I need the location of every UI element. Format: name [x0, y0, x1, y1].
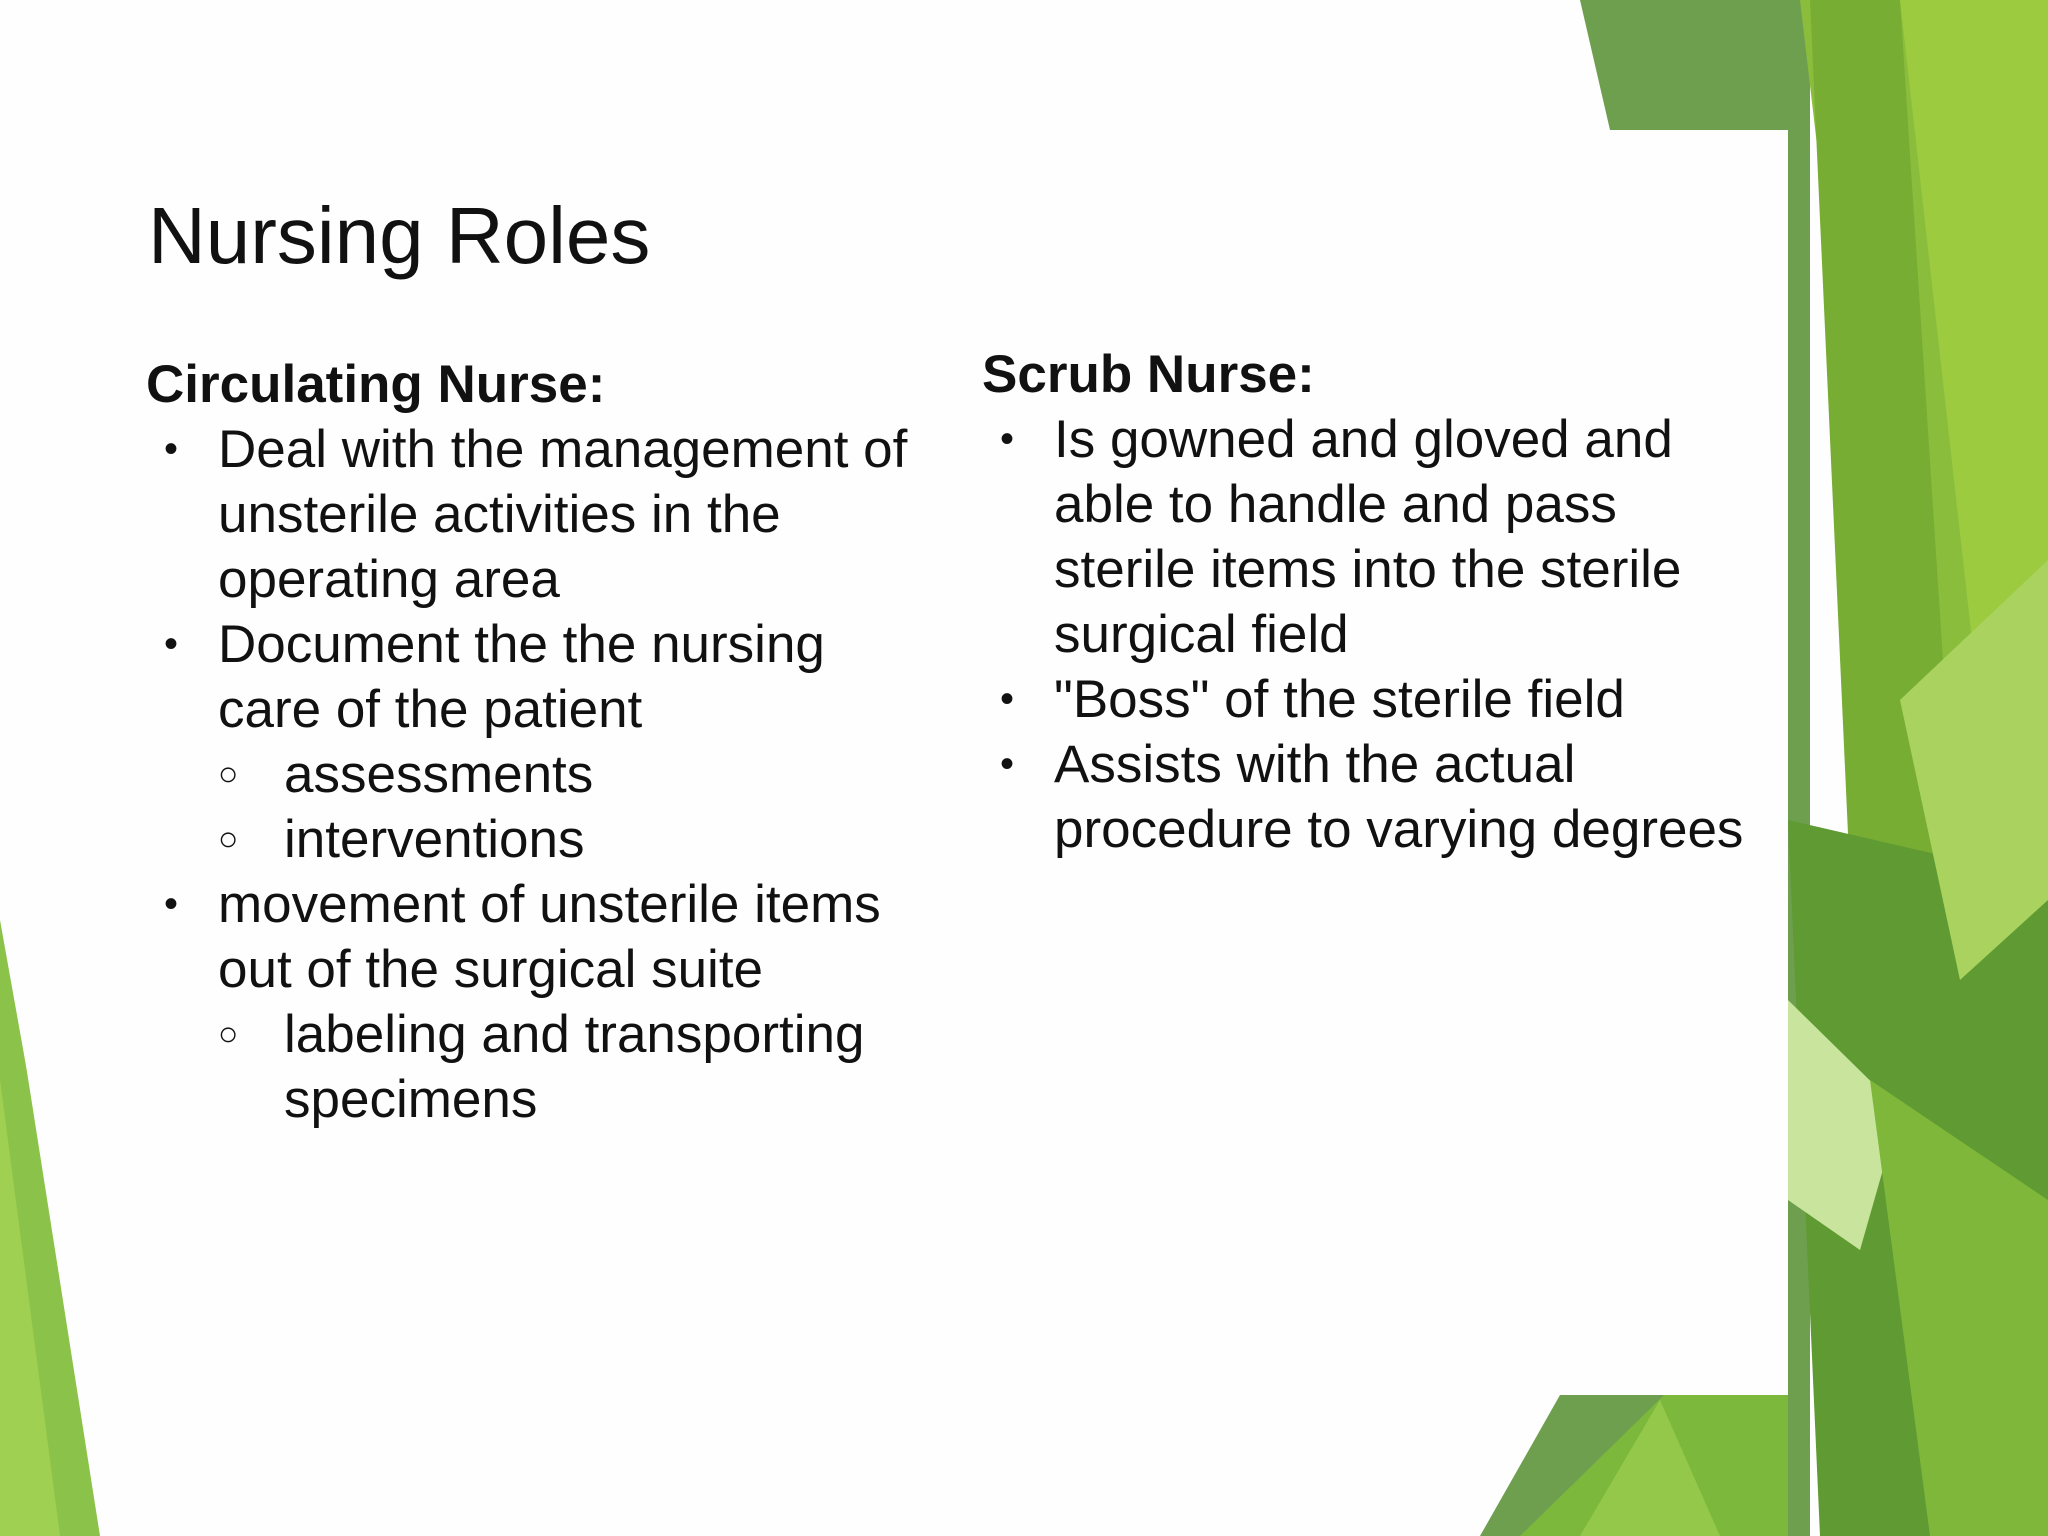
sub-list-item: [218, 742, 926, 807]
list-item: [146, 612, 926, 872]
list-item-text: Document the the nursing care of the patient: [218, 615, 825, 739]
hollow-bullet-icon: ○: [218, 755, 239, 793]
circulating-nurse-heading: Circulating Nurse:: [146, 355, 606, 414]
list-item-text: Assists with the actual procedure to varying degrees: [1054, 735, 1744, 859]
list-item-text: Deal with the management of unsterile activities in the operating area: [218, 420, 908, 609]
slide-title: Nursing Roles: [148, 191, 651, 280]
scrub-nurse-column: [982, 342, 1762, 862]
sub-list-item-text: labeling and transporting specimens: [284, 1005, 865, 1129]
bullet-icon: •: [164, 882, 179, 926]
bullet-icon: •: [1000, 677, 1015, 721]
list-item-text: movement of unsterile items out of the surgical suite: [218, 875, 881, 999]
sub-list-item: [218, 807, 926, 872]
list-item: [146, 872, 926, 1132]
circulating-nurse-list: [146, 417, 926, 1132]
bullet-icon: •: [164, 622, 179, 666]
list-item: [982, 407, 1762, 667]
list-item-text: Is gowned and gloved and able to handle and pass sterile items into the sterile surgical field: [1054, 410, 1682, 664]
scrub-nurse-heading: Scrub Nurse:: [982, 345, 1315, 404]
bullet-icon: •: [1000, 742, 1015, 786]
hollow-bullet-icon: ○: [218, 820, 239, 858]
sub-list-item: [218, 1002, 926, 1132]
hollow-bullet-icon: ○: [218, 1015, 239, 1053]
list-item: [982, 732, 1762, 862]
list-item-text: "Boss" of the sterile field: [1054, 670, 1625, 729]
list-item: [146, 417, 926, 612]
sub-list-item-text: assessments: [284, 745, 594, 804]
sub-list-item-text: interventions: [284, 810, 585, 869]
list-item: [982, 667, 1762, 732]
scrub-nurse-list: [982, 407, 1762, 862]
bullet-icon: •: [164, 427, 179, 471]
circulating-nurse-column: [146, 352, 926, 1132]
bullet-icon: •: [1000, 417, 1015, 461]
sub-list: [218, 1002, 926, 1132]
sub-list: [218, 742, 926, 872]
